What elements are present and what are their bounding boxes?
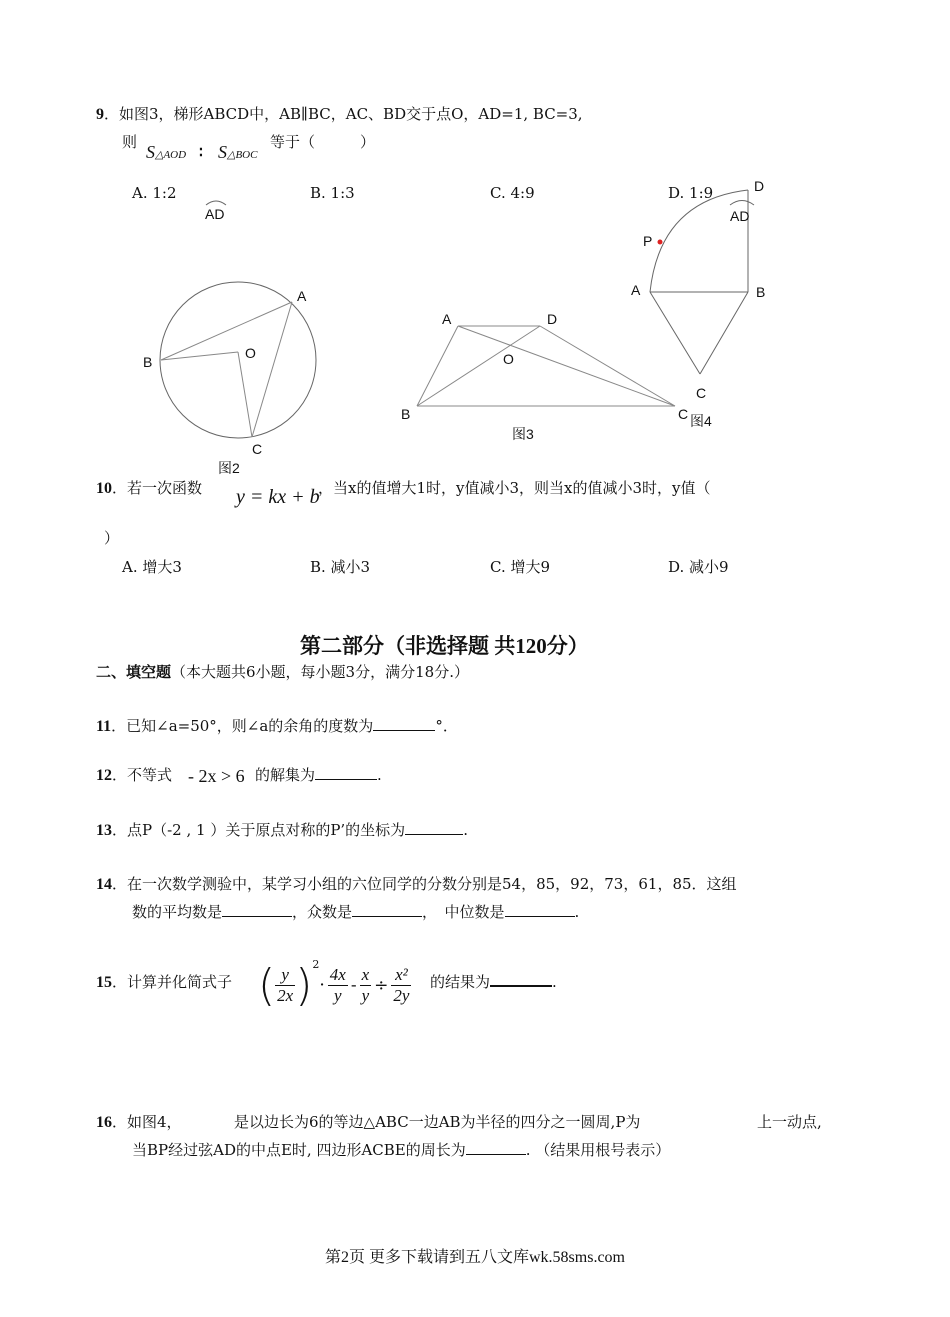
q15-f4-num: x² <box>391 965 411 986</box>
q15-dot: · <box>319 975 325 996</box>
q16-text: 当BP经过弦AD的中点E时, 四边形ACBE的周长为 <box>132 1141 466 1159</box>
q16-prefix: ．如图4， <box>112 1113 182 1131</box>
q12-prefix: ．不等式 <box>112 766 173 784</box>
fig4-point-p <box>658 240 663 245</box>
q14-number: 14 <box>96 876 112 893</box>
q16-line1-a <box>96 1112 182 1133</box>
fig4-label-p: P <box>643 233 653 249</box>
fig2-caption: 图2 <box>218 460 240 476</box>
arc-label-2: AD <box>730 208 750 224</box>
fig3-label-d: D <box>547 311 558 327</box>
fig4-label-d: D <box>754 178 765 194</box>
q9-suffix: 等于（ ） <box>270 133 376 151</box>
q15-frac1 <box>275 965 295 1006</box>
q16-blank[interactable] <box>466 1154 526 1155</box>
fig4-label-c: C <box>696 385 707 401</box>
fig3-line-ab <box>417 326 458 406</box>
part2-title: 第二部分（非选择题 共120分） <box>300 634 589 658</box>
q14-line1 <box>96 874 737 895</box>
q15-f1-den: 2x <box>277 986 294 1005</box>
q12-tail: . <box>377 766 382 784</box>
q13-text: ．点P（-2 , 1 ）关于原点对称的P’的坐标为 <box>112 821 406 839</box>
q9-number: 9 <box>96 106 104 123</box>
q9-s2-sub: △BOC <box>227 149 258 161</box>
fig4-line-bc <box>700 292 748 374</box>
q14-mode-label: ，众数是 <box>292 903 353 921</box>
fig2-line-bo <box>161 352 238 360</box>
q11 <box>96 716 458 737</box>
q14-tail: . <box>574 903 580 921</box>
q15-frac2 <box>328 965 348 1006</box>
q15-tail: . <box>552 973 557 991</box>
q10-suffix: ，当x的值增大1时，y值减小3，则当x的值减小3时，y值（ <box>318 479 711 497</box>
q14-mean-blank[interactable] <box>222 916 292 917</box>
fig3-caption: 图3 <box>512 426 534 442</box>
q15-blank[interactable] <box>490 985 552 987</box>
page-footer: 第2页 更多下载请到五八文库wk.58sms.com <box>324 1249 625 1266</box>
q15-suffix: 的结果为 <box>430 973 491 991</box>
q13 <box>96 820 468 841</box>
q9-colon: ∶ <box>199 143 203 161</box>
q13-number: 13 <box>96 822 112 839</box>
fig2-line-ac <box>252 302 292 437</box>
q16-line2 <box>132 1140 670 1160</box>
q14-median-blank[interactable] <box>505 916 575 917</box>
q13-blank[interactable] <box>405 834 463 835</box>
q15-f3-num: x <box>361 965 370 984</box>
q9-s1-sub: △AOD <box>155 149 187 161</box>
fig4-caption: 图4 <box>690 413 712 429</box>
q10-option-d: D. 减小9 <box>668 558 729 576</box>
q11-blank[interactable] <box>373 730 435 731</box>
q12-b <box>255 765 382 785</box>
fig4-label-b: B <box>756 284 766 300</box>
q9-prefix: 则 <box>122 133 138 151</box>
q15-f2-num: 4x <box>329 965 346 984</box>
q9-option-c: C. 4:9 <box>490 184 535 202</box>
q9-option-d: D. 1:9 <box>668 184 714 202</box>
q14-line2 <box>132 902 579 922</box>
fig3-label-o: O <box>503 351 514 367</box>
fig2-label-a: A <box>297 288 307 304</box>
q10-prefix: ．若一次函数 <box>112 479 203 497</box>
fig2-label-c: C <box>252 441 263 457</box>
q15-frac4 <box>391 965 411 1006</box>
q14-median-label: ， 中位数是 <box>422 903 505 921</box>
q15-f3-den: y <box>361 986 370 1005</box>
q15-prefix: ．计算并化简式子 <box>112 973 233 991</box>
q11-text: ．已知∠a=50°，则∠a的余角的度数为 <box>111 717 374 735</box>
fig3-label-c: C <box>678 406 689 422</box>
q15-f2-den: y <box>334 986 342 1005</box>
q15-f1-num: y <box>275 965 295 986</box>
fig3-line-dc <box>540 326 675 406</box>
fig2-label-o: O <box>245 345 256 361</box>
q15-f4-den: 2y <box>393 986 410 1005</box>
fig3-label-a: A <box>442 311 452 327</box>
fig3-line-bd <box>417 326 540 406</box>
figures-svg <box>0 0 950 480</box>
q12-number: 12 <box>96 767 112 784</box>
q10-line1-a <box>96 478 202 499</box>
q13-tail: . <box>463 821 468 839</box>
q15-div: ÷ <box>374 975 389 996</box>
q14-mean-label: 数的平均数是 <box>132 903 223 921</box>
fig2-line-oc <box>238 352 252 437</box>
q9-option-a: A. 1:2 <box>132 184 177 202</box>
q15-a <box>96 972 232 993</box>
q10-option-c: C. 增大9 <box>490 558 551 576</box>
q10-formula: y = kx + b <box>236 486 320 508</box>
q10-option-b: B. 减小3 <box>310 558 371 576</box>
q15-minus: - <box>350 975 357 996</box>
q15-number: 15 <box>96 974 112 991</box>
fig2-label-b: B <box>143 354 153 370</box>
q10-option-a: A. 增大3 <box>122 558 182 576</box>
section2-note: （本大题共6小题，每小题3分，满分18分.） <box>171 663 469 681</box>
q9-s1-base: S <box>146 142 155 162</box>
q10-line2: ） <box>104 529 120 547</box>
q15-rparen: ) <box>295 960 313 1011</box>
fig2-circle <box>160 282 316 438</box>
q15-exp: 2 <box>312 958 320 971</box>
q15-expression <box>258 958 414 1011</box>
q16-tail: . （结果用根号表示） <box>525 1141 671 1159</box>
q14-text: ．在一次数学测验中，某学习小组的六位同学的分数分别是54，85，92，73，61，85．这组 <box>112 875 737 893</box>
q9-s2-base: S <box>218 142 227 162</box>
q10-number: 10 <box>96 480 112 497</box>
q15-b <box>430 972 557 992</box>
q16-line1-c: 上一动点, <box>757 1113 822 1131</box>
q9-text: ．如图3，梯形ABCD中，AB∥BC，AC、BD交于点O，AD=1, BC=3, <box>104 105 583 123</box>
q11-tail: °． <box>435 717 458 735</box>
q12-suffix: 的解集为 <box>255 766 316 784</box>
fig2-line-ba <box>161 302 292 360</box>
q16-line1-b: 是以边长为6的等边△ABC一边AB为半径的四分之一圆周,P为 <box>234 1113 641 1131</box>
q16-number: 16 <box>96 1114 112 1131</box>
arc-mark-2 <box>730 201 754 206</box>
fig3-line-ac <box>458 326 675 406</box>
q14-mode-blank[interactable] <box>352 916 422 917</box>
section2-heading-line <box>96 662 469 682</box>
q12-blank[interactable] <box>315 779 377 780</box>
q15-lparen: ( <box>258 960 276 1011</box>
arc-label-1: AD <box>205 206 225 222</box>
q15-frac3 <box>360 965 372 1006</box>
fig3-label-b: B <box>401 406 411 422</box>
q12-formula: - 2x > 6 <box>188 766 245 786</box>
q12-a <box>96 765 172 786</box>
section2-heading: 二、填空题 <box>96 663 172 681</box>
q9-option-b: B. 1:3 <box>310 184 355 202</box>
q11-number: 11 <box>96 718 112 735</box>
fig4-line-ac <box>650 292 700 374</box>
fig4-label-a: A <box>631 282 641 298</box>
fig4-arc-ad <box>650 190 748 292</box>
arc-mark-1 <box>206 201 226 205</box>
